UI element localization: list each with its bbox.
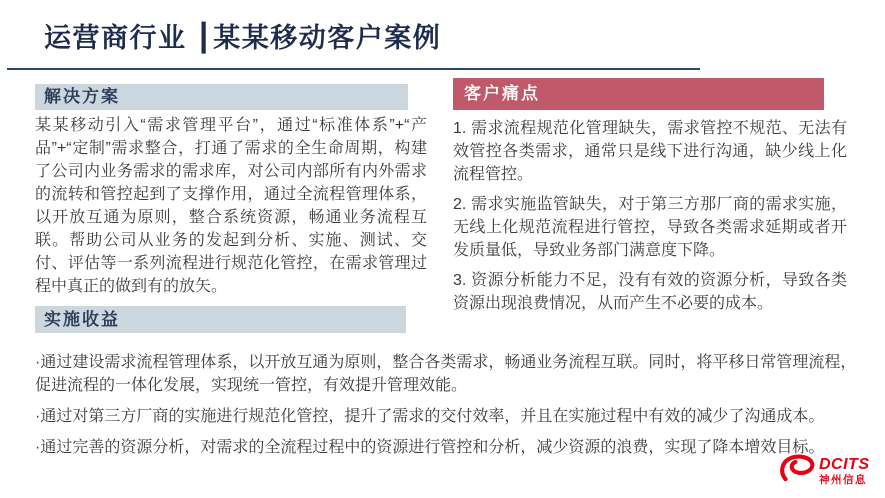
benefits-header-label: 实施收益: [44, 310, 120, 329]
title-underline: [7, 68, 700, 70]
dcits-logo: [779, 454, 870, 488]
benefit-item: ·通过建设需求流程管理体系，以开放互通为原则，整合各类需求，畅通业务流程互联。同时，将平移日常管理流程，促进流程的一体化发展，实现统一管控，有效提升管理效能。: [35, 354, 857, 394]
logo-brand-text: DCITS: [819, 455, 870, 473]
painpoints-list: [453, 117, 847, 322]
solution-paragraph: 某某移动引入“需求管理平台”，通过“标准体系”+“产品”+“定制”需求整合，打通了需求的全生命周期，构建了公司内业务需求的需求库，对公司内部所有内外需求的流转和管控起到了支撑作用，通过全流程管理体系，以开放互通为原则，整合系统资源，畅通业务流程互联。帮助公司从业务的发起到分析、实施、测试、交付、评估等一系列流程进行规范化管控，在需求管理过程中真正的做到有的放矢。: [35, 117, 427, 295]
logo-text-block: [819, 457, 870, 486]
page-title: 运营商行业 ┃某某移动客户案例: [44, 23, 442, 53]
benefit-item: ·通过对第三方厂商的实施进行规范化管控，提升了需求的交付效率，并且在实施过程中有效的减少了沟通成本。: [35, 408, 825, 425]
painpoint-item: 2. 需求实施监管缺失，对于第三方那厂商的需求实施，无线上化规范流程进行管控，导致各类需求延期或者开发质量低，导致业务部门满意度下降。: [453, 196, 847, 259]
painpoint-item: 1. 需求流程规范化管理缺失，需求管控不规范、无法有效管控各类需求，通常只是线下进行沟通，缺少线上化流程管控。: [453, 120, 847, 183]
painpoints-header-label: 客户痛点: [464, 84, 540, 103]
logo-company-text: 神州信息: [819, 473, 867, 486]
solution-header-bar: [35, 84, 408, 110]
painpoint-item: 3. 资源分析能力不足，没有有效的资源分析，导致各类资源出现浪费情况，从而产生不必要的成本。: [453, 272, 847, 312]
benefit-item: ·通过完善的资源分析，对需求的全流程过程中的资源进行管控和分析，减少资源的浪费，实现了降本增效目标。: [35, 439, 825, 456]
benefits-header-bar: [35, 306, 406, 333]
painpoints-header-bar: [453, 78, 824, 110]
benefits-list: [35, 351, 868, 467]
solution-header-label: 解决方案: [44, 87, 120, 106]
logo-swoosh-icon: [779, 454, 815, 488]
